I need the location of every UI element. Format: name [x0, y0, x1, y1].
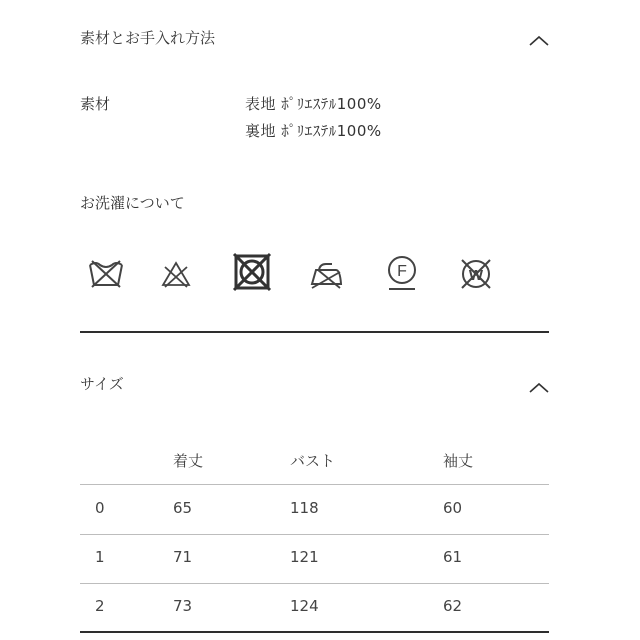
- svg-text:W: W: [468, 267, 484, 284]
- size-section-title: サイズ: [80, 375, 124, 393]
- size-header-length: 着丈: [173, 452, 204, 470]
- collapse-chevron-up-icon[interactable]: [528, 381, 550, 395]
- table-cell-bust: 118: [290, 499, 319, 517]
- no-wash-icon: [86, 253, 126, 293]
- no-bleach-icon: [156, 253, 196, 293]
- material-outer: 表地 ﾎﾟﾘｴｽﾃﾙ100%: [245, 95, 382, 113]
- table-bottom-border: [80, 631, 549, 633]
- table-cell-length: 73: [173, 597, 193, 615]
- low-iron-icon: [306, 254, 346, 294]
- table-row-divider: [80, 484, 549, 485]
- table-cell-sleeve: 62: [443, 597, 463, 615]
- washing-label: お洗濯について: [80, 194, 185, 212]
- material-label: 素材: [80, 95, 111, 113]
- table-cell-length: 71: [173, 548, 193, 566]
- svg-text:F: F: [397, 263, 407, 280]
- no-wet-clean-icon: [456, 254, 496, 294]
- table-row-divider: [80, 534, 549, 535]
- table-cell-bust: 124: [290, 597, 319, 615]
- material-section-title: 素材とお手入れ方法: [80, 29, 216, 47]
- dry-clean-f-icon: [382, 252, 422, 292]
- table-cell-bust: 121: [290, 548, 319, 566]
- table-cell-size: 2: [95, 597, 105, 615]
- size-header-sleeve: 袖丈: [443, 452, 474, 470]
- material-lining: 裏地 ﾎﾟﾘｴｽﾃﾙ100%: [245, 122, 382, 140]
- table-cell-size: 0: [95, 499, 105, 517]
- table-cell-length: 65: [173, 499, 193, 517]
- table-row-divider: [80, 583, 549, 584]
- size-header-bust: バスト: [290, 452, 336, 470]
- table-cell-size: 1: [95, 548, 105, 566]
- no-tumble-dry-icon: [232, 252, 272, 292]
- table-cell-sleeve: 61: [443, 548, 463, 566]
- collapse-chevron-up-icon[interactable]: [528, 34, 550, 48]
- section-divider: [80, 331, 549, 333]
- table-cell-sleeve: 60: [443, 499, 463, 517]
